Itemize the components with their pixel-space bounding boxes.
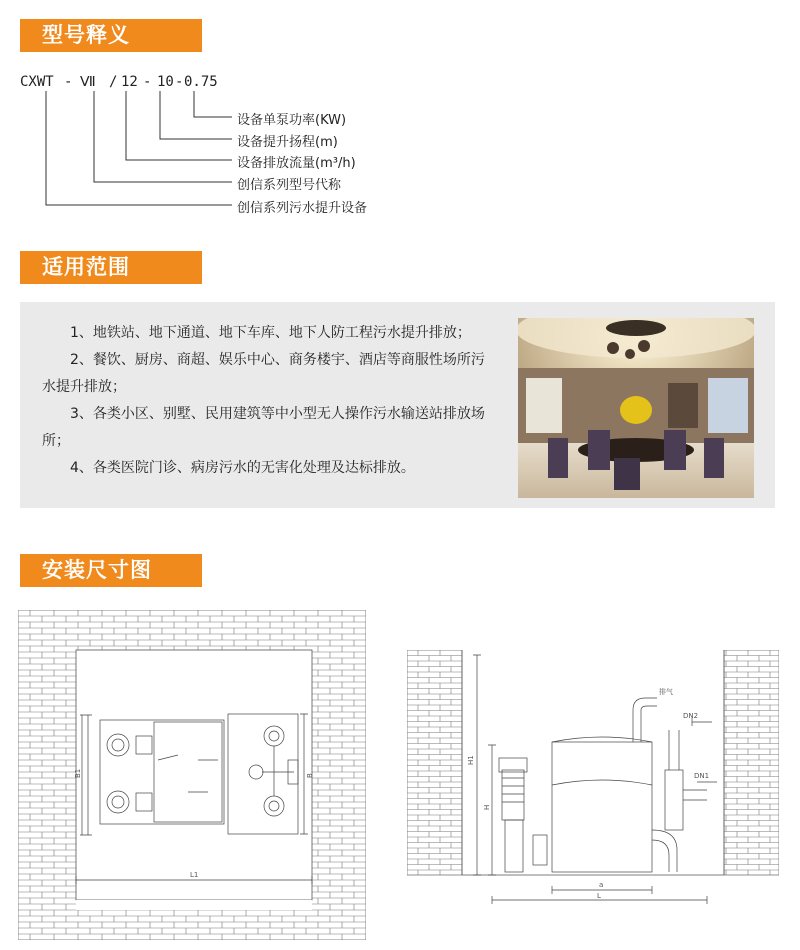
application-list: [42, 320, 497, 482]
model-expl-head: 设备提升扬程(m): [237, 135, 338, 150]
label-vent: 排气: [659, 688, 673, 696]
model-expl-power: 设备单泵功率(KW): [237, 113, 347, 128]
dim-l1: L1: [190, 871, 199, 879]
section-header-install: 安装尺寸图: [20, 554, 202, 587]
section-header-model: 型号释义: [20, 19, 202, 52]
dim-b1: B1: [74, 768, 82, 778]
model-code-dash: -: [64, 74, 73, 90]
model-expl-series: 创信系列污水提升设备: [237, 201, 368, 216]
model-code-dash: -: [143, 74, 152, 90]
model-expl-flow: 设备排放流量(m³/h): [237, 156, 356, 171]
model-code-type: Ⅶ: [80, 74, 96, 90]
dim-l: L: [597, 892, 601, 900]
model-code-head: 10: [157, 74, 174, 90]
label-dn2: DN2: [683, 712, 699, 720]
model-code-series: CXWT: [20, 74, 54, 90]
application-item: 3、各类小区、别墅、民用建筑等中小型无人操作污水输送站排放场所；: [42, 406, 485, 449]
dim-a: a: [599, 881, 604, 889]
model-code-power: 0.75: [184, 74, 218, 90]
application-item: 4、各类医院门诊、病房污水的无害化处理及达标排放。: [70, 460, 415, 476]
model-code-brackets: [0, 0, 800, 230]
plan-view-drawing: [18, 610, 366, 940]
restaurant-photo: [518, 318, 754, 498]
label-dn1: DN1: [694, 772, 710, 780]
elevation-view-drawing: [407, 650, 779, 905]
model-code-dash: -: [175, 74, 184, 90]
model-expl-type: 创信系列型号代称: [237, 178, 342, 193]
application-item: 2、餐饮、厨房、商超、娱乐中心、商务楼宇、酒店等商服性场所污水提升排放；: [42, 352, 485, 395]
model-code-slash: /: [109, 74, 118, 90]
dim-b: B: [306, 773, 314, 778]
dim-h: H: [483, 804, 491, 810]
section-header-application: 适用范围: [20, 251, 202, 284]
application-item: 1、地铁站、地下通道、地下车库、地下人防工程污水提升排放；: [70, 325, 471, 341]
model-code-flow: 12: [121, 74, 138, 90]
dim-h1: H1: [467, 755, 475, 765]
